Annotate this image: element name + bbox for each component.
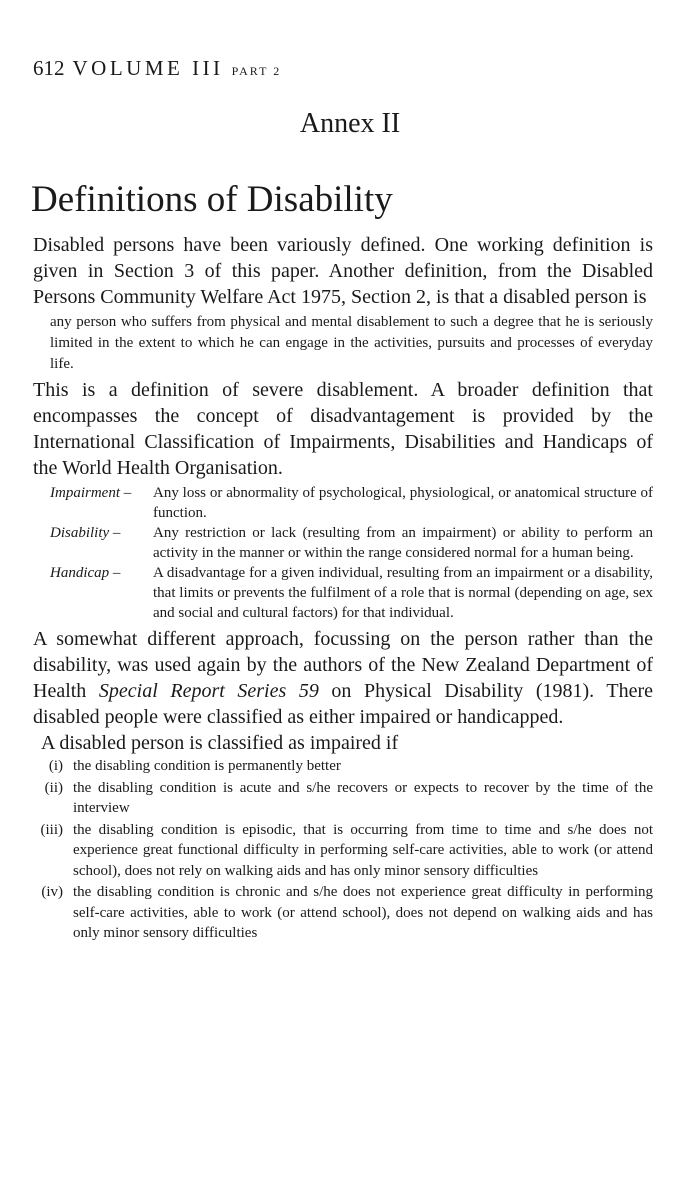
- annex-title: Annex II: [299, 108, 401, 139]
- quoted-definition: any person who suffers from physical and mental disablement to such a degree that he is seriously limited in the extent to which he can engage in the activities, pursuits and processes of everyday life.: [50, 314, 653, 372]
- paragraph-who: This is a definition of severe disablement. A broader definition that encompasses the concept of disadvantagement is provided by the International Classification of Impairments, Disabilities and Handicaps of the World Health Organisation.: [33, 379, 653, 479]
- definition-text: A disadvantage for a given individual, resulting from an impairment or a disability, that limits or prevents the fulfilment of a role that is normal (depending on age, sex and social and cultural factors) for that individual.: [153, 565, 653, 621]
- page-title: Definitions of Disability: [31, 179, 393, 220]
- definition-text: Any loss or abnormality of psychological, physiological, or anatomical structure of function.: [153, 485, 653, 521]
- list-item-text: the disabling condition is permanently better: [73, 758, 341, 774]
- list-item-number: (iii): [40, 821, 63, 838]
- running-head: [33, 56, 281, 81]
- report-series-title: Special Report Series 59: [98, 680, 319, 702]
- list-item-text: the disabling condition is episodic, that is occurring from time to time and s/he does not experience great functional difficulty in performing self-care activities, able to work (or attend school), does not rely on walking aids and has only minor sensory difficulties: [73, 821, 653, 879]
- paragraph-text: on Physical Disability (1981). There disabled people were classified as either impaired or handicapped.: [33, 680, 654, 728]
- list-item: [33, 882, 653, 944]
- list-item-text: the disabling condition is acute and s/he recovers or expects to recover by the time of the interview: [73, 779, 653, 816]
- definition-term: Handicap –: [50, 565, 121, 581]
- list-item: [33, 820, 653, 882]
- list-item-number: (i): [48, 758, 63, 774]
- paragraph-intro: Disabled persons have been variously defined. One working definition is given in Section 3 of this paper. Another definition, from the Disabled Persons Community Welfare Act 1975, Section 2, is that a disabled person is: [33, 234, 653, 308]
- page-number: 612: [33, 56, 65, 80]
- paragraph-text: A somewhat different approach, focussing on the person rather than the disability, was used again by the authors of the New Zealand Department of Health: [33, 628, 653, 702]
- list-item-text: the disabling condition is chronic and s/he does not experience great difficulty in performing self-care activities, able to work (or attend school), does not depend on walking aids and has only minor sensory difficulties: [73, 884, 653, 941]
- definition-list: [50, 483, 653, 623]
- definition-term: Impairment –: [50, 485, 132, 501]
- definition-term: Disability –: [50, 525, 121, 541]
- list-item: [33, 778, 653, 819]
- condition-list: [33, 756, 653, 944]
- impaired-intro: A disabled person is classified as impaired if: [41, 732, 399, 754]
- definition-impairment: [50, 483, 653, 523]
- definition-handicap: [50, 563, 653, 623]
- definition-disability: [50, 523, 653, 563]
- body-text: [33, 232, 653, 945]
- paragraph-nz-approach: [33, 626, 653, 730]
- list-item: [33, 756, 653, 777]
- list-item-number: (ii): [44, 779, 63, 796]
- list-item-number: (iv): [41, 884, 63, 900]
- definition-text: Any restriction or lack (resulting from an impairment) or ability to perform an activity in the manner or within the range considered normal for a human being.: [153, 525, 653, 561]
- volume-label: VOLUME III: [72, 56, 224, 80]
- part-label: PART 2: [231, 64, 282, 78]
